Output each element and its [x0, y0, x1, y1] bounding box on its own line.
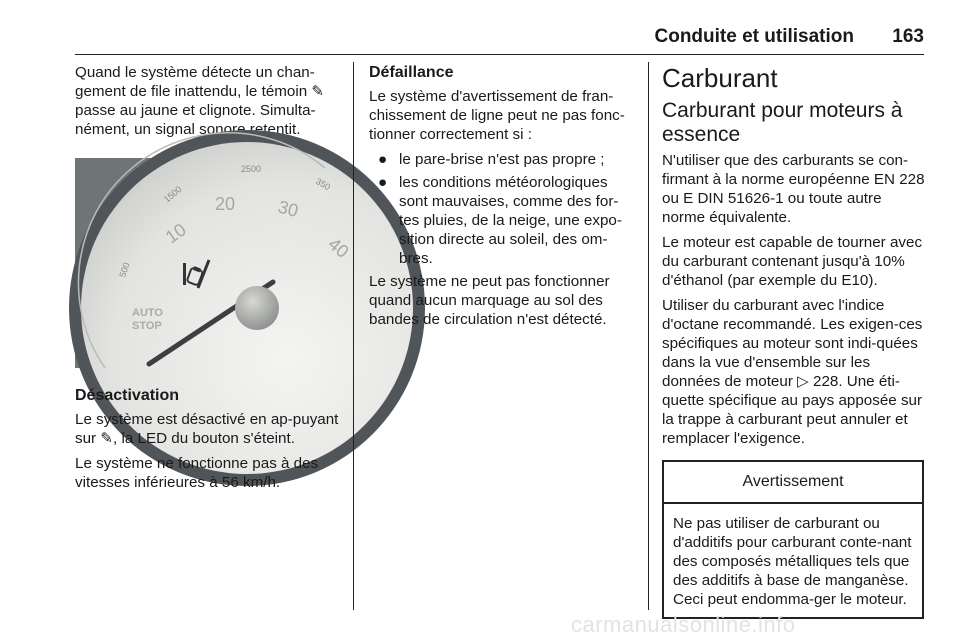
speed-30: 30 — [275, 196, 301, 222]
warning-text: Ne pas utiliser de carburant ou d'additifs pour carburant conte-nant des composés métalliques tels que des additifs à base de manganèse. Ceci peut endomma-ger le moteur. — [673, 515, 912, 608]
fuel-paragraph-3: Utiliser du carburant avec l'indice d'octane recommandé. Les exigen-ces spécifiques au moteur sont indi-quées dans la vue d'ensemble sur les données de moteur ▷ 228. Une éti-quette spécifique au pays apposée sur la trappe à carburant peut annuler et remplacer l'exigence. — [662, 297, 923, 447]
fuel-heading: Carburant — [662, 63, 778, 93]
deactivation-heading: Désactivation — [75, 387, 180, 404]
speed-10: 10 — [161, 219, 190, 248]
intro-paragraph: Quand le système détecte un chan-gement de file inattendu, le témoin ✎ passe au jaune et clignote. Simulta-nément, un signal sonore retentit. — [75, 64, 325, 138]
failure-paragraph-2: Le système ne peut pas fonctionner quand aucun marquage au sol des bandes de circulation n'est détecté. — [369, 273, 610, 328]
bullet-text: le pare-brise n'est pas propre ; — [399, 151, 605, 168]
column-divider-1 — [353, 62, 354, 610]
bullet-item — [369, 173, 634, 268]
column-2 — [369, 63, 634, 335]
page-header — [75, 26, 924, 52]
petrol-fuel-heading: Carburant pour moteurs à essence — [662, 99, 903, 146]
rpm-tick-500: 500 — [117, 261, 132, 279]
speed-20: 20 — [215, 194, 236, 214]
bullet-text: les conditions météorologiques sont mauvaises, comme des for-tes pluies, de la neige, une expo-sition directe au soleil, des om-bres. — [399, 174, 622, 267]
rpm-tick-1500: 1500 — [161, 183, 184, 205]
page-number: 163 — [892, 26, 924, 47]
auto-label: AUTO — [132, 307, 163, 319]
column-1 — [75, 63, 353, 498]
header-rule — [75, 54, 924, 55]
gauge-hub — [235, 286, 279, 330]
watermark: carmanualsonline.info — [571, 612, 796, 637]
stop-label: STOP — [132, 320, 162, 332]
speedometer-image — [75, 158, 353, 368]
deactivation-paragraph-1: Le système est désactivé en ap-puyant sur ✎, la LED du bouton s'éteint. — [75, 411, 339, 447]
warning-title: Avertissement — [664, 462, 922, 504]
bullet-dot: ● — [378, 174, 388, 191]
fuel-paragraph-2: Le moteur est capable de tourner avec du carburant contenant jusqu'à 10% d'éthanol (par exemple du E10). — [662, 234, 923, 289]
fuel-paragraph-1: N'utiliser que des carburants se con-firmant à la norme européenne EN 228 ou E DIN 51626-1 ou toute autre norme équivalente. — [662, 152, 925, 226]
warning-box — [662, 460, 924, 619]
rpm-tick-350: 350 — [314, 176, 333, 193]
section-title: Conduite et utilisation — [654, 26, 854, 47]
rpm-tick-2500: 2500 — [241, 164, 262, 174]
speed-40: 40 — [324, 233, 353, 262]
failure-paragraph-1: Le système d'avertissement de fran-chissement de ligne peut ne pas fonc-tionner correctement si : — [369, 88, 625, 143]
column-divider-2 — [648, 62, 649, 610]
bullet-dot: ● — [378, 151, 388, 168]
failure-heading: Défaillance — [369, 64, 454, 81]
deactivation-paragraph-2: Le système ne fonctionne pas à des vitesses inférieures à 56 km/h. — [75, 455, 319, 491]
column-3 — [662, 63, 927, 619]
bullet-item — [369, 150, 634, 169]
